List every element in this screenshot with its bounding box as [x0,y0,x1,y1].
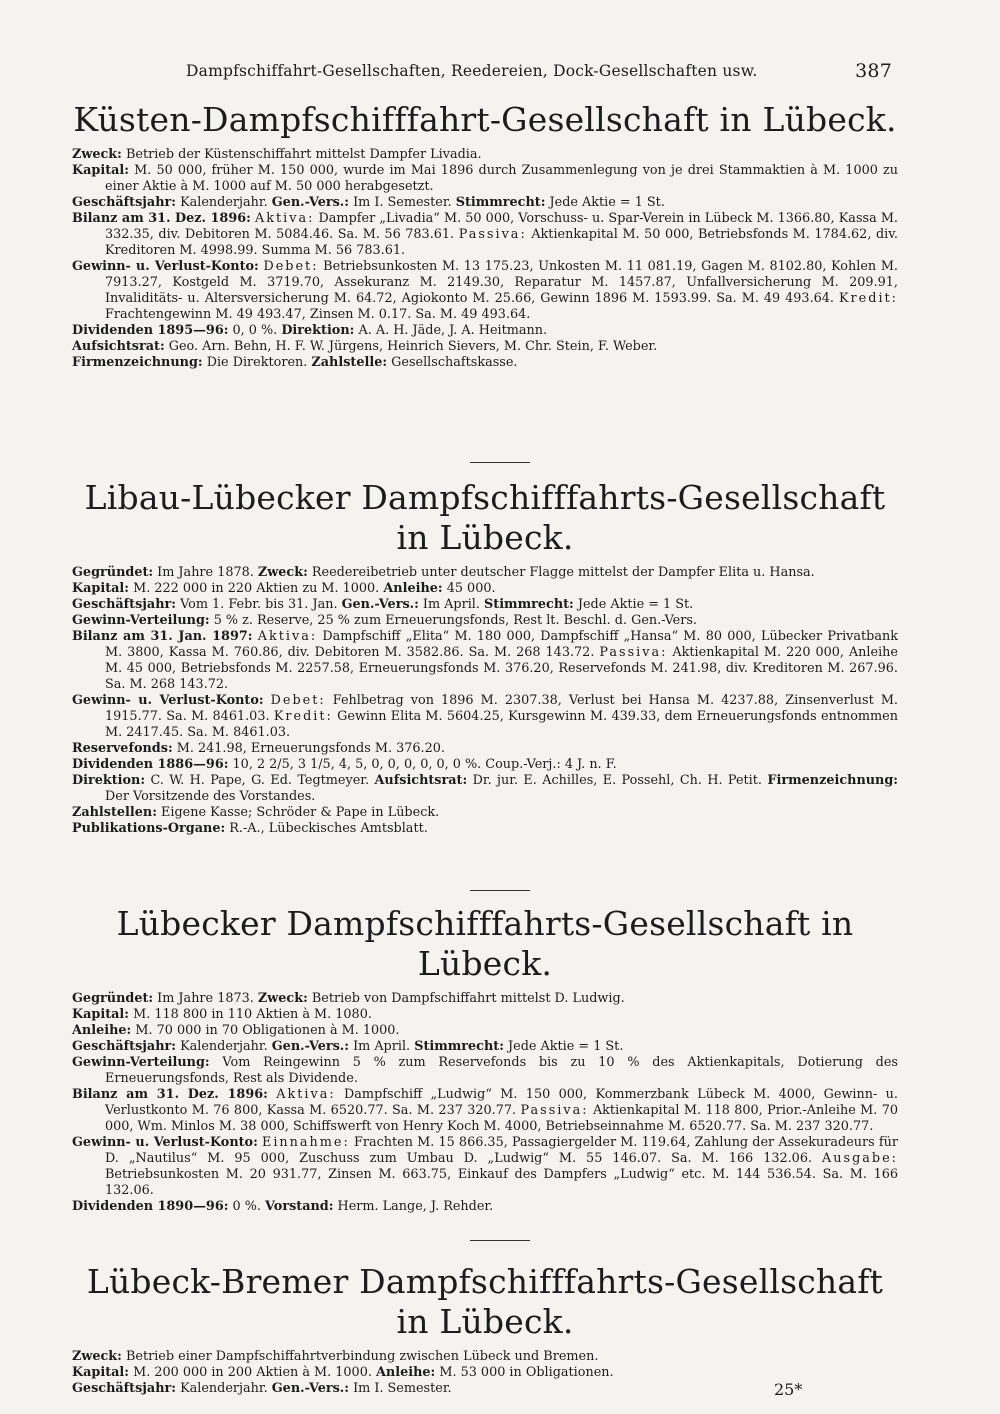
company-title: Lübeck-Bremer Dampfschifffahrts-Gesellschaft in Lübeck. [86,1262,884,1341]
section-divider [470,1240,530,1241]
signature-mark: 25* [774,1380,803,1399]
company-entry-kuesten [72,100,898,371]
page-number: 387 [855,60,892,82]
entry-geschaeftsjahr: Geschäftsjahr: Vom 1. Febr. bis 31. Jan. Gen.-Vers.: Im April. Stimmrecht: Jede Aktie = 1 St. [72,597,694,612]
entry-gewinn-verteilung: Gewinn-Verteilung: Vom Reingewinn 5 % zum Reservefonds bis zu 10 % des Aktienkapitals, Dotierung des Erneuerungsfonds, Rest als Dividende. [72,1055,898,1086]
entry-zweck: Zweck: Betrieb der Küstenschiffahrt mittelst Dampfer Livadia. [72,147,482,162]
entry-reservefonds: Reservefonds: M. 241.98, Erneuerungsfonds M. 376.20. [72,741,445,756]
entry-aufsichtsrat: Aufsichtsrat: Geo. Arn. Behn, H. F. W. Jürgens, Heinrich Sievers, M. Chr. Stein, F. Weber. [72,339,658,354]
entry-kapital: Kapital: M. 118 800 in 110 Aktien à M. 1080. [72,1007,372,1022]
running-head [186,62,892,80]
entry-geschaeftsjahr: Geschäftsjahr: Kalenderjahr. Gen.-Vers.: Im April. Stimmrecht: Jede Aktie = 1 St. [72,1039,624,1054]
entry-publikation: Publikations-Organe: R.-A., Lübeckisches Amtsblatt. [72,821,428,836]
entry-zahlstellen: Zahlstellen: Eigene Kasse; Schröder & Pape in Lübeck. [72,805,440,820]
entry-gewinn-verlust: Gewinn- u. Verlust-Konto: Debet: Fehlbetrag von 1896 M. 2307.38, Verlust bei Hansa M. 4237.88, Zinsenverlust M. 1915.77. Sa. M. 8461.03. Kredit: Gewinn Elita M. 5604.25, Kursgewinn M. 439.33, dem Erneuerungsfonds entnommen M. 2417.45. Sa. M. 8461.03. [72,693,898,740]
entry-gewinn-verlust: Gewinn- u. Verlust-Konto: Debet: Betriebsunkosten M. 13 175.23, Unkosten M. 11 081.19, Gagen M. 8102.80, Kohlen M. 7913.27, Kostgeld M. 3719.70, Assekuranz M. 2149.30, Reparatur M. 1457.87, Unfallversicherung M. 209.91, Invaliditäts- u. Altersversicherung M. 64.72, Agiokonto M. 25.66, Gewinn 1896 M. 1593.99. Sa. M. 49 493.64. Kredit: Frachtengewinn M. 49 493.47, Zinsen M. 0.17. Sa. M. 49 493.64. [72,259,898,322]
entry-zweck: Zweck: Betrieb einer Dampfschiffahrtverbindung zwischen Lübeck und Bremen. [72,1349,599,1364]
entry-kapital: Kapital: M. 222 000 in 220 Aktien zu M. 1000. Anleihe: 45 000. [72,581,496,596]
entry-firmenzeichnung: Firmenzeichnung: Die Direktoren. Zahlstelle: Gesellschaftskasse. [72,355,518,370]
section-divider [470,890,530,891]
entry-kapital: Kapital: M. 200 000 in 200 Aktien à M. 1000. Anleihe: M. 53 000 in Obligationen. [72,1365,614,1380]
entry-direktion: Direktion: C. W. H. Pape, G. Ed. Tegtmeyer. Aufsichtsrat: Dr. jur. E. Achilles, E. Possehl, Ch. H. Petit. Firmenzeichnung: Der Vorsitzende des Vorstandes. [72,773,899,804]
entry-geschaeftsjahr: Geschäftsjahr: Kalenderjahr. Gen.-Vers.: Im I. Semester. [72,1381,452,1396]
company-title: Küsten-Dampfschifffahrt-Gesellschaft in Lübeck. [73,100,897,139]
entry-gegruendet: Gegründet: Im Jahre 1878. Zweck: Reedereibetrieb unter deutscher Flagge mittelst der Dampfer Elita u. Hansa. [72,565,815,580]
company-entry-luebecker [72,904,898,1215]
company-entry-libau [72,478,898,837]
company-entry-luebeck-bremer [72,1262,898,1397]
entry-gegruendet: Gegründet: Im Jahre 1873. Zweck: Betrieb von Dampfschiffahrt mittelst D. Ludwig. [72,991,625,1006]
entry-bilanz: Bilanz am 31. Dez. 1896: Aktiva: Dampfschiff „Ludwig“ M. 150 000, Kommerzbank Lübeck M. 4000, Gewinn- u. Verlustkonto M. 76 800, Kassa M. 6520.77. Sa. M. 237 320.77. Passiva: Aktienkapital M. 118 800, Prior.-Anleihe M. 70 000, Wm. Minlos M. 38 000, Schiffswerft von Henry Koch M. 4000, Betriebseinnahme M. 6520.77. Sa. M. 237 320.77. [72,1087,899,1134]
entry-dividenden: Dividenden 1886—96: 10, 2 2/5, 3 1/5, 4, 5, 0, 0, 0, 0, 0, 0 %. Coup.-Verj.: 4 J. n. F. [72,757,617,772]
entry-gewinn-verlust: Gewinn- u. Verlust-Konto: Einnahme: Frachten M. 15 866.35, Passagiergelder M. 119.64, Zahlung der Assekuradeurs für D. „Nautilus“ M. 95 000, Zuschuss zum Umbau D. „Ludwig“ M. 55 146.07. Sa. M. 166 132.06. Ausgabe: Betriebsunkosten M. 20 931.77, Zinsen M. 663.75, Einkauf des Dampfers „Ludwig“ etc. M. 144 536.54. Sa. M. 166 132.06. [72,1135,898,1198]
entry-bilanz: Bilanz am 31. Jan. 1897: Aktiva: Dampfschiff „Elita“ M. 180 000, Dampfschiff „Hansa“ M. 80 000, Lübecker Privatbank M. 3800, Kassa M. 760.86, div. Debitoren M. 3582.86. Sa. M. 268 143.72. Passiva: Aktienkapital M. 220 000, Anleihe M. 45 000, Betriebsfonds M. 2257.58, Erneuerungsfonds M. 376.20, Reservefonds M. 241.98, div. Kreditoren M. 267.96. Sa. M. 268 143.72. [72,629,898,692]
section-divider [470,462,530,463]
entry-geschaeftsjahr: Geschäftsjahr: Kalenderjahr. Gen.-Vers.: Im I. Semester. Stimmrecht: Jede Aktie = 1 St. [72,195,665,210]
running-title: Dampfschiffahrt-Gesellschaften, Reedereien, Dock-Gesellschaften usw. [186,62,758,80]
entry-dividenden: Dividenden 1890—96: 0 %. Vorstand: Herm. Lange, J. Rehder. [72,1199,494,1214]
entry-gewinn-verteilung: Gewinn-Verteilung: 5 % z. Reserve, 25 % zum Erneuerungsfonds, Rest lt. Beschl. d. Gen.-Vers. [72,613,697,628]
company-title: Libau-Lübecker Dampfschifffahrts-Gesellschaft in Lübeck. [84,478,886,557]
entry-anleihe: Anleihe: M. 70 000 in 70 Obligationen à M. 1000. [72,1023,400,1038]
entry-bilanz: Bilanz am 31. Dez. 1896: Aktiva: Dampfer „Livadia“ M. 50 000, Vorschuss- u. Spar-Verein in Lübeck M. 1366.80, Kassa M. 332.35, div. Debitoren M. 5084.46. Sa. M. 56 783.61. Passiva: Aktienkapital M. 50 000, Betriebsfonds M. 1784.62, div. Kreditoren M. 4998.99. Summa M. 56 783.61. [72,211,899,258]
company-title: Lübecker Dampfschifffahrts-Gesellschaft in Lübeck. [116,904,854,983]
entry-dividenden: Dividenden 1895—96: 0, 0 %. Direktion: A. A. H. Jäde, J. A. Heitmann. [72,323,548,338]
entry-kapital: Kapital: M. 50 000, früher M. 150 000, wurde im Mai 1896 durch Zusammenlegung von je drei Stammaktien à M. 1000 zu einer Aktie à M. 1000 auf M. 50 000 herabgesetzt. [72,163,898,194]
